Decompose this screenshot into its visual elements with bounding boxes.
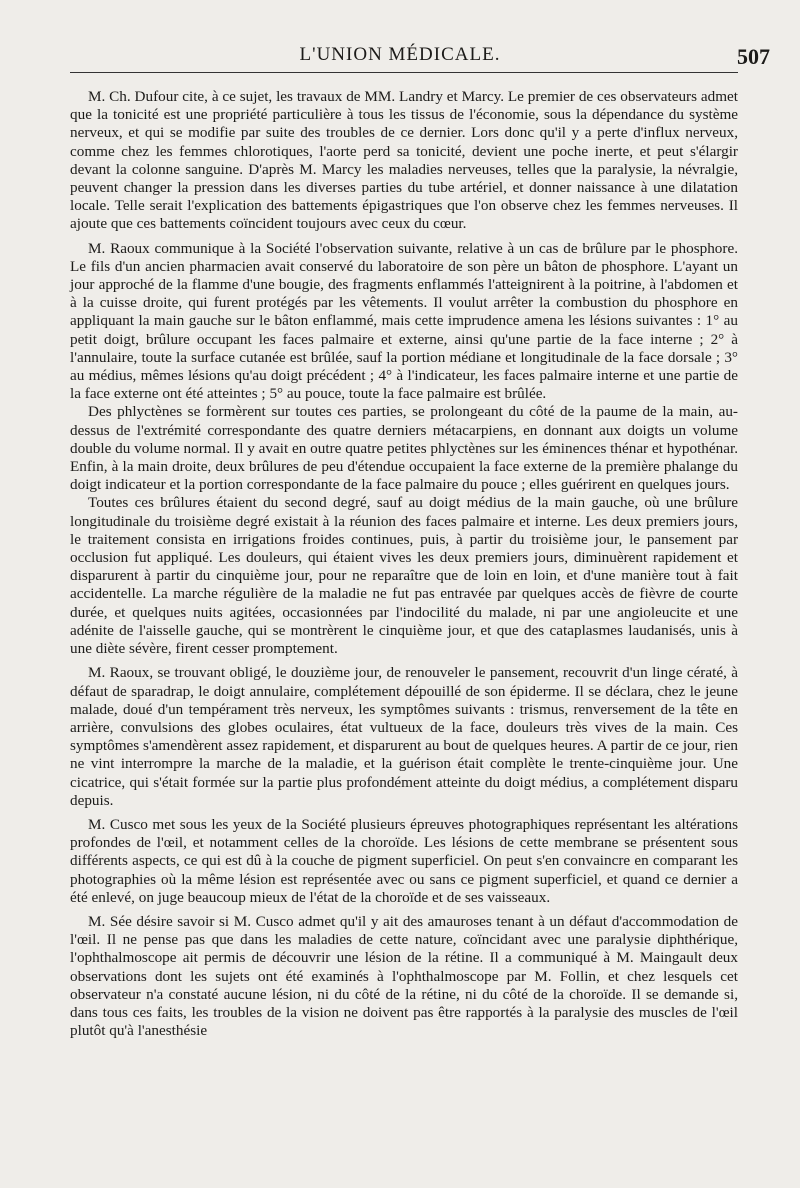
page-number: 507 (737, 44, 770, 69)
paragraph-see: M. Sée désire savoir si M. Cusco admet qu'il y ait des amauroses tenant à un défaut d'accommodation de l'œil. Il ne pense pas que dans les maladies de cette nature, coïncidant avec une paralysie diphthérique, l'ophthalmoscope ait permis de découvrir une lésion de la rétine. Il a communiqué à M. Maingault deux observations dont les sujets ont été examinés à l'ophthalmoscope par M. Follin, et chez lesquels cet observateur n'a constaté aucune lésion, ni du côté de la rétine, ni du côté de la choroïde. Il se demande si, dans tous ces faits, les troubles de la vision ne doivent pas être rapportés à la paralysie des muscles de l'œil plutôt qu'à l'anesthésie (70, 912, 738, 1040)
header-rule (70, 72, 738, 73)
paragraph-raoux-observation: M. Raoux communique à la Société l'observation suivante, relative à un cas de brûlure par le phosphore. Le fils d'un ancien pharmacien avait conservé du laboratoire de son père un bâton de phosphore. L'ayant un jour approché de la flamme d'une bougie, des fragments enflammés l'atteignirent à la poitrine, à l'abdomen et à la cuisse droite, qui furent protégés par les vêtements. Il voulut arrêter la combustion du phosphore en appliquant la main gauche sur le bâton enflammé, mais cette imprudence amena les lésions suivantes : 1° au petit doigt, brûlure occupant les faces palmaire et externe, ainsi qu'une partie de la face interne ; 2° à l'annulaire, toute la surface cutanée est brûlée, sauf la portion médiane et longitudinale de la face dorsale ; 3° au médius, mêmes lésions qu'au doigt précédent ; 4° à l'indicateur, les faces palmaire interne et une partie de la face externe ont été atteintes ; 5° au pouce, toute la face palmaire est brûlée. (70, 239, 738, 403)
article-body (70, 88, 738, 1040)
page-header (0, 40, 800, 70)
paragraph-phlyctenes: Des phlyctènes se formèrent sur toutes ces parties, se prolongeant du côté de la paume de la main, au-dessus de l'extrémité correspondante des quatre derniers métacarpiens, en donnant aux doigts un volume double du volume normal. Il y avait en outre quatre petites phlyctènes sur les éminences thénar et hypothénar. Enfin, à la main droite, deux brûlures de peu d'étendue occupaient la face externe de la première phalange du doigt indicateur et la portion correspondante de la face palmaire du pouce ; elles guérirent en quelques jours. (70, 403, 738, 494)
running-title: L'UNION MÉDICALE. (299, 44, 501, 65)
paragraph-dufour: M. Ch. Dufour cite, à ce sujet, les travaux de MM. Landry et Marcy. Le premier de ces observateurs admet que la tonicité est une propriété particulière à tous les tissus de l'économie, sous la dépendance du système nerveux, et qui se modifie par suite des troubles de ce dernier. Lors donc qu'il y a perte d'influx nerveux, comme chez les femmes chlorotiques, l'aorte perd sa tonicité, devient une poche inerte, et peut s'élargir devant la colonne sanguine. D'après M. Marcy les maladies nerveuses, telles que la paralysie, la névralgie, peuvent changer la pression dans les diverses parties du tube artériel, et donner naissance à une dilatation locale. Telle serait l'explication des battements épigastriques que l'on observe chez les femmes nerveuses. Il ajoute que ces battements coïncident toujours avec ceux du cœur. (70, 88, 738, 233)
paragraph-raoux-pansement: M. Raoux, se trouvant obligé, le douzième jour, de renouveler le pansement, recouvrit d'un linge cératé, à défaut de sparadrap, le doigt annulaire, complétement dépouillé de son épiderme. Il se déclara, chez le jeune malade, doué d'un tempérament très nerveux, les symptômes suivants : trismus, renversement de la tête en arrière, convulsions des globes oculaires, état vultueux de la face, douleurs très vives de la main. Ces symptômes s'amendèrent assez rapidement, et disparurent au bout de quelques heures. A partir de ce jour, rien ne vint interrompre la marche de la maladie, et la guérison était complète le trente-cinquième jour. Une cicatrice, qui s'était formée sur la partie plus profondément atteinte du doigt médius, a complétement disparu depuis. (70, 664, 738, 809)
paragraph-brulures: Toutes ces brûlures étaient du second degré, sauf au doigt médius de la main gauche, où une brûlure longitudinale du troisième degré existait à la réunion des faces palmaire et interne. Les deux premiers jours, le traitement consista en irrigations froides continues, puis, à partir du troisième jour, le pansement par occlusion fut appliqué. Les douleurs, qui étaient vives les deux premiers jours, diminuèrent rapidement et disparurent à partir du cinquième jour, pour ne reparaître que de loin en loin, et d'une manière tout à fait accidentelle. La marche régulière de la maladie ne fut pas entravée par quelques accès de fièvre de courte durée, et quelques nuits agitées, occasionnées par l'indocilité du malade, ni par une angioleucite et une adénite de l'aisselle gauche, qui se montrèrent le cinquième jour, et que des cataplasmes laudanisés, unis à une diète sévère, firent cesser promptement. (70, 494, 738, 658)
paragraph-cusco: M. Cusco met sous les yeux de la Société plusieurs épreuves photographiques représentant les altérations profondes de l'œil, et notamment celles de la choroïde. Les lésions de cette membrane se présentent sous différents aspects, ce qui est dû à la couche de pigment superficiel. On peut s'en convaincre en comparant les photographies où la même lésion est représentée avec ou sans ce pigment superficiel, et quand ce dernier a été enlevé, on juge beaucoup mieux de l'état de la choroïde et de ses vaisseaux. (70, 815, 738, 906)
